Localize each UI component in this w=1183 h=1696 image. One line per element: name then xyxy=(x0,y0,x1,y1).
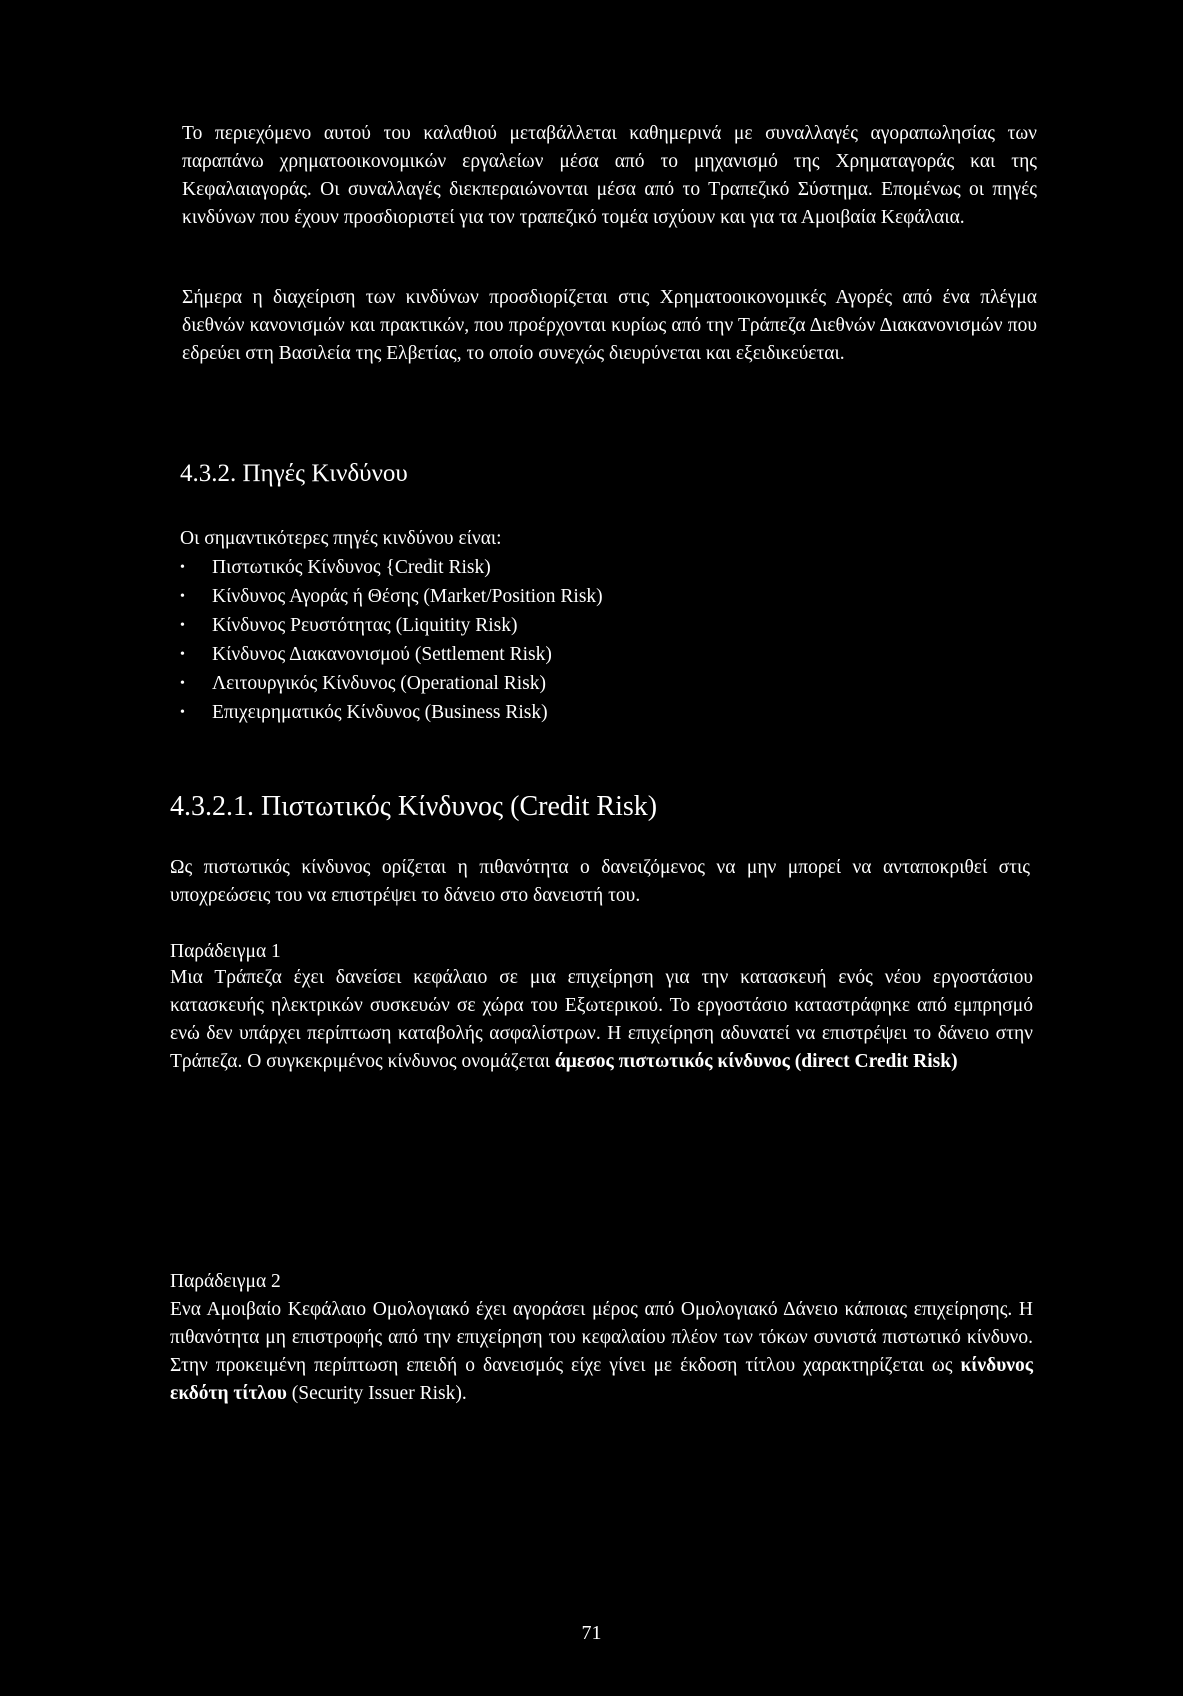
bullet-icon: • xyxy=(180,647,185,662)
example-2-paragraph xyxy=(170,1296,1033,1408)
risk-sources-list xyxy=(180,553,603,727)
example-2-title: Παράδειγμα 2 xyxy=(170,1271,281,1292)
example-1-text: Μια Τράπεζα έχει δανείσει κεφάλαιο σε μια επιχείρηση για την κατασκευή ενός νέου εργοστάσιου κατασκευής ηλεκτρικών συσκευών σε χώρα του Εξωτερικού. Το εργοστάσιο καταστράφηκε από εμπρησμό ενώ δεν υπάρχει περίπτωση καταβολής ασφαλίστρων. Η επιχείρηση αδυνατεί να επιστρέψει το δάνειο στην Τράπεζα. Ο συγκεκριμένος κίνδυνος ονομάζεται xyxy=(170,967,1033,1072)
bullet-icon: • xyxy=(180,560,185,575)
list-item-label: Επιχειρηματικός Κίνδυνος (Business Risk) xyxy=(212,702,548,723)
example-2-tail: (Security Issuer Risk). xyxy=(286,1383,467,1404)
list-item-label: Πιστωτικός Κίνδυνος {Credit Risk) xyxy=(212,557,491,578)
bullet-icon: • xyxy=(180,705,185,720)
risk-sources-intro: Οι σημαντικότερες πηγές κινδύνου είναι: xyxy=(180,528,502,549)
credit-risk-definition: Ως πιστωτικός κίνδυνος ορίζεται η πιθανότητα ο δανειζόμενος να μην μπορεί να ανταποκριθεί στις υποχρεώσεις του να επιστρέψει το δάνειο στο δανειστή του. xyxy=(170,857,1030,906)
list-item xyxy=(180,582,603,611)
list-item xyxy=(180,698,603,727)
regulation-paragraph: Σήμερα η διαχείριση των κινδύνων προσδιορίζεται στις Χρηματοοικονομικές Αγορές από ένα πλέγμα διεθνών κανονισμών και πρακτικών, που προέρχονται κυρίως από την Τράπεζα Διεθνών Διακανονισμών που εδρεύει στη Βασιλεία της Ελβετίας, το οποίο συνεχώς διευρύνεται και εξειδικεύεται. xyxy=(182,287,1037,364)
list-item-label: Κίνδυνος Ρευστότητας (Liquitity Risk) xyxy=(212,615,518,636)
list-item-label: Κίνδυνος Αγοράς ή Θέσης (Market/Position Risk) xyxy=(212,586,603,607)
example-2-bold-term: κίνδυνος εκδότη τίτλου xyxy=(170,1355,1033,1404)
section-heading-4-3-2: 4.3.2. Πηγές Κινδύνου xyxy=(180,460,408,487)
example-1-paragraph xyxy=(170,964,1033,1076)
page-number: 71 xyxy=(581,1622,602,1644)
example-1-bold-term: άμεσος πιστωτικός κίνδυνος (direct Credit Risk) xyxy=(554,1051,958,1072)
list-item-label: Κίνδυνος Διακανονισμού (Settlement Risk) xyxy=(212,644,552,665)
bullet-icon: • xyxy=(180,589,185,604)
list-item xyxy=(180,611,603,640)
list-item xyxy=(180,553,603,582)
list-item-label: Λειτουργικός Κίνδυνος (Operational Risk) xyxy=(212,673,546,694)
section-heading-4-3-2-1: 4.3.2.1. Πιστωτικός Κίνδυνος (Credit Risk) xyxy=(170,791,658,822)
bullet-icon: • xyxy=(180,618,185,633)
list-item xyxy=(180,669,603,698)
example-2-text: Ενα Αμοιβαίο Κεφάλαιο Ομολογιακό έχει αγοράσει μέρος από Ομολογιακό Δάνειο κάποιας επιχείρησης. Η πιθανότητα μη επιστροφής από την επιχείρηση του κεφαλαίου πλέον των τόκων συνιστά πιστωτικό κίνδυνο. Στην προκειμένη περίπτωση επειδή ο δανεισμός είχε γίνει με έκδοση τίτλου χαρακτηρίζεται ως xyxy=(170,1299,1033,1376)
list-item xyxy=(180,640,603,669)
intro-paragraph: Το περιεχόμενο αυτού του καλαθιού μεταβάλλεται καθημερινά με συναλλαγές αγοραπωλησίας των παραπάνω χρηματοοικονομικών εργαλείων μέσα από το μηχανισμό της Χρηματαγοράς και της Κεφαλαιαγοράς. Οι συναλλαγές διεκπεραιώνονται μέσα από το Τραπεζικό Σύστημα. Επομένως οι πηγές κινδύνων που έχουν προσδιοριστεί για τον τραπεζικό τομέα ισχύουν και για τα Αμοιβαία Κεφάλαια. xyxy=(182,123,1037,228)
bullet-icon: • xyxy=(180,676,185,691)
example-1-title: Παράδειγμα 1 xyxy=(170,941,281,962)
